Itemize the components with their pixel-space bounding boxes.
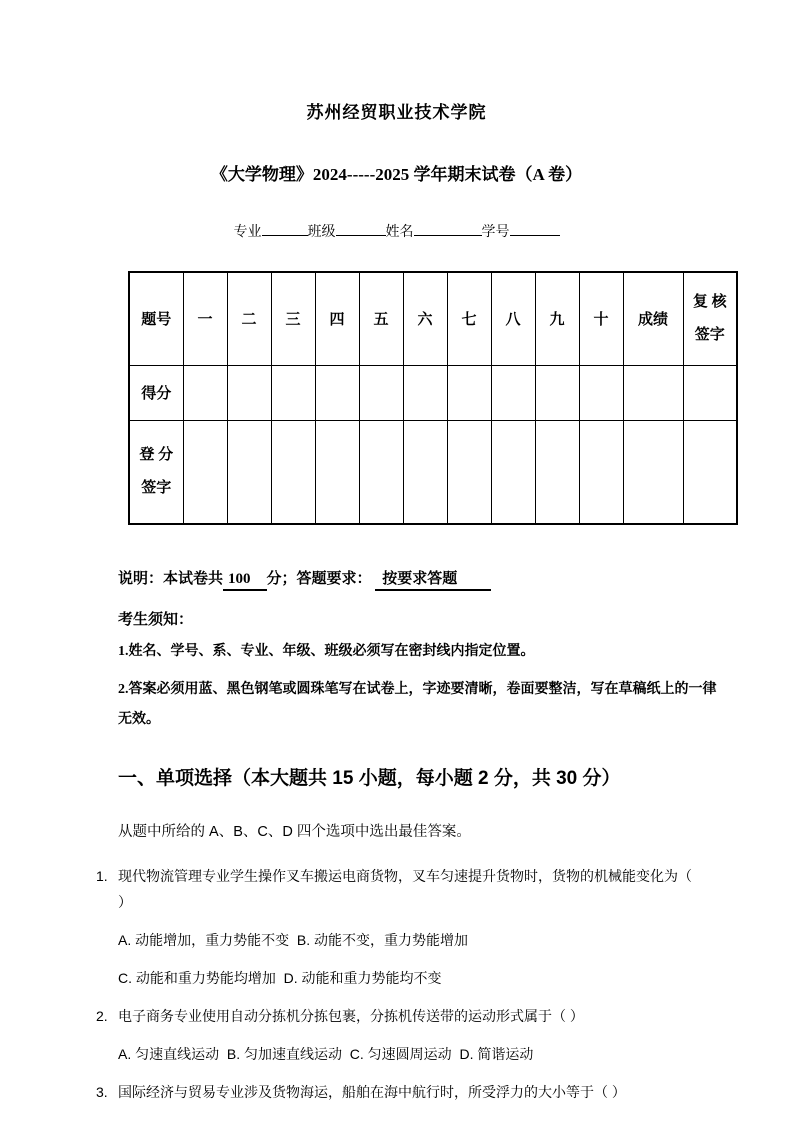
empty-cell — [315, 420, 359, 524]
table-col-score: 成绩 — [623, 272, 683, 365]
option-line: A. 匀速直线运动 B. 匀加速直线运动 C. 匀速圆周运动 D. 简谐运动 — [118, 1046, 534, 1062]
empty-cell — [447, 420, 491, 524]
empty-cell — [683, 420, 737, 524]
section-intro: 从题中所给的 A、B、C、D 四个选项中选出最佳答案。 — [118, 824, 471, 840]
empty-cell — [579, 365, 623, 420]
table-col-7: 七 — [447, 272, 491, 365]
table-col-10: 十 — [579, 272, 623, 365]
question-number: 3. — [96, 1084, 108, 1100]
table-header-row — [129, 272, 737, 365]
empty-cell — [227, 420, 271, 524]
empty-cell — [683, 365, 737, 420]
empty-cell — [227, 365, 271, 420]
empty-cell — [579, 420, 623, 524]
field-major-label: 专业 — [233, 225, 262, 240]
answer-requirement-value: 按要求答题 — [375, 567, 491, 591]
question-item-1 — [96, 863, 793, 991]
total-score-value: 100 — [223, 571, 267, 591]
empty-cell — [183, 420, 227, 524]
table-col-9: 九 — [535, 272, 579, 365]
table-col-6: 六 — [403, 272, 447, 365]
field-name-label: 姓名 — [385, 225, 414, 240]
section-title: 一、单项选择（本大题共 15 小题，每小题 2 分，共 30 分） — [118, 768, 621, 789]
question-number: 1. — [96, 868, 108, 884]
question-number: 2. — [96, 1008, 108, 1024]
review-sign-line2: 签字 — [694, 326, 725, 343]
score-table — [128, 271, 738, 525]
empty-cell — [403, 420, 447, 524]
empty-cell — [623, 420, 683, 524]
empty-cell — [491, 420, 535, 524]
empty-cell — [183, 365, 227, 420]
question-text: 现代物流管理专业学生操作叉车搬运电商货物，叉车匀速提升货物时，货物的机械能变化为（ ） — [118, 868, 692, 910]
notice-title: 考生须知： — [118, 612, 194, 628]
empty-cell — [315, 365, 359, 420]
field-major-blank — [262, 221, 308, 236]
table-col-4: 四 — [315, 272, 359, 365]
table-col-review-sign — [683, 272, 737, 365]
notice-item-1: 1.姓名、学号、系、专业、年级、班级必须写在密封线内指定位置。 — [118, 644, 535, 659]
question-item-2 — [96, 1003, 793, 1067]
table-corner-label: 题号 — [129, 272, 183, 365]
field-class-blank — [336, 221, 386, 236]
empty-cell — [491, 365, 535, 420]
review-sign-line1: 复 核 — [692, 293, 727, 310]
exam-instructions-line — [118, 567, 793, 591]
table-col-2: 二 — [227, 272, 271, 365]
empty-cell — [359, 365, 403, 420]
empty-cell — [623, 365, 683, 420]
table-col-8: 八 — [491, 272, 535, 365]
field-class-label: 班级 — [307, 225, 336, 240]
field-studentid-blank — [510, 221, 560, 236]
score-row-label: 得分 — [129, 365, 183, 420]
question-text: 国际经济与贸易专业涉及货物海运，船舶在海中航行时，所受浮力的大小等于（ ） — [118, 1084, 626, 1100]
option-line: C. 动能和重力势能均增加 D. 动能和重力势能均不变 — [118, 970, 442, 986]
question-list — [96, 863, 793, 1105]
field-name-blank — [414, 221, 482, 236]
table-col-1: 一 — [183, 272, 227, 365]
instructions-prefix: 说明：本试卷共 — [118, 571, 224, 587]
register-sign-label — [129, 420, 183, 524]
empty-cell — [535, 420, 579, 524]
school-name: 苏州经贸职业技术学院 — [306, 103, 487, 122]
table-col-5: 五 — [359, 272, 403, 365]
empty-cell — [359, 420, 403, 524]
field-studentid-label: 学号 — [481, 225, 510, 240]
empty-cell — [535, 365, 579, 420]
register-sign-line2: 签字 — [141, 479, 172, 496]
question-item-3 — [96, 1079, 793, 1105]
register-sign-line1: 登 分 — [139, 446, 174, 463]
score-row — [129, 365, 737, 420]
notice-item-2: 2.答案必须用蓝、黑色钢笔或圆珠笔写在试卷上，字迹要清晰，卷面要整洁，写在草稿纸上的一律无效。 — [118, 682, 717, 727]
student-info-line — [0, 221, 793, 241]
table-col-3: 三 — [271, 272, 315, 365]
empty-cell — [403, 365, 447, 420]
empty-cell — [271, 420, 315, 524]
option-line: A. 动能增加，重力势能不变 B. 动能不变，重力势能增加 — [118, 932, 469, 948]
question-text: 电子商务专业使用自动分拣机分拣包裹，分拣机传送带的运动形式属于（ ） — [118, 1008, 584, 1024]
exam-title: 《大学物理》2024-----2025 学年期末试卷（A 卷） — [210, 165, 583, 184]
empty-cell — [447, 365, 491, 420]
empty-cell — [271, 365, 315, 420]
register-sign-row — [129, 420, 737, 524]
instructions-middle: 分；答题要求： — [266, 571, 372, 587]
